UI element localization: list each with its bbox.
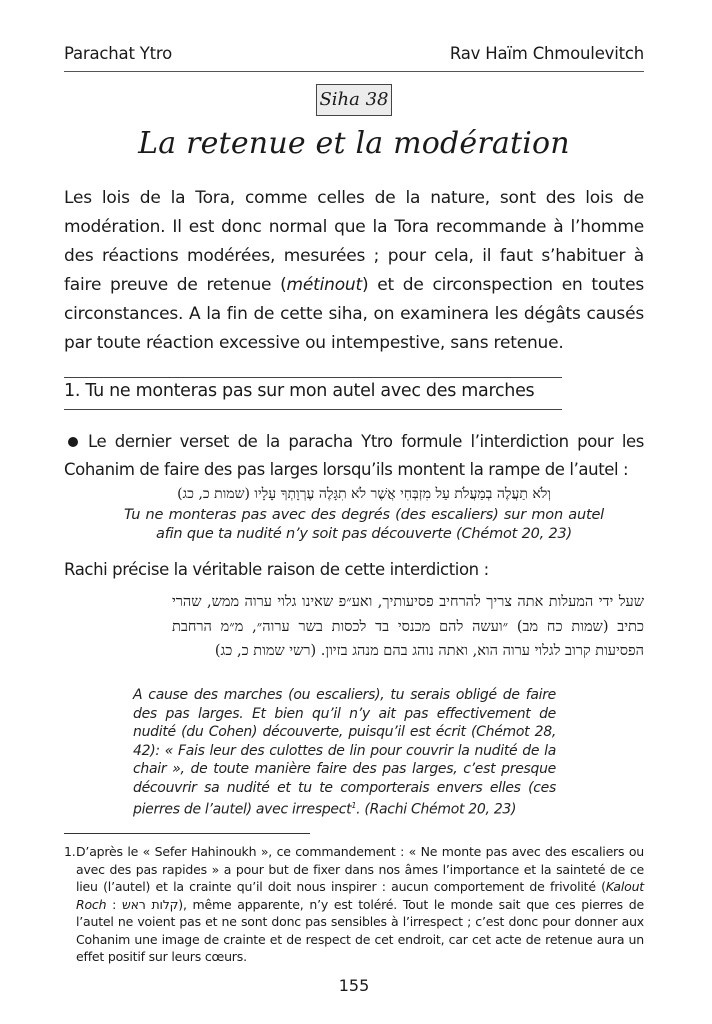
section-rule-top — [64, 377, 562, 378]
header-rule — [64, 71, 644, 72]
intro-paragraph — [64, 184, 644, 358]
running-header — [64, 44, 644, 63]
footnote-italic-term: Kalout Roch — [76, 879, 644, 912]
footnote-reference[interactable]: 1 — [351, 801, 357, 810]
intro-text-1: Les lois de la Tora, comme celles de la nature, sont des lois de modération. Il est donc normal que la Tora recommande à l’homme des réactions modérées, mesurées ; pour cela, il faut s’habituer à faire preuve de retenue ( — [64, 188, 644, 295]
intro-text-2: ) et de circonspection en toutes circonstances. A la fin de cette siha, on examinera les dégâts causés par toute réaction excessive ou intempestive, sans retenue. — [64, 275, 644, 353]
footnote-number: 1. — [64, 844, 76, 859]
bullet-text: Le dernier verset de la paracha Ytro formule l’interdiction pour les Cohanim de faire des pas larges lorsqu’ils montent la rampe de l’autel : — [64, 432, 644, 479]
header-parasha: Parachat Ytro — [64, 44, 173, 63]
intro-italic-term: métinout — [286, 275, 362, 295]
rachi-translation-text: A cause des marches (ou escaliers), tu serais obligé de faire des pas larges. Et bien qu’il n’y ait pas effectivement de nudité (du Cohen) découverte, puisqu’il est écrit (Chémot 28, 42): « Fais leur des culottes de lin pour couvrir la nudité de la chair », de toute manière faire des pas larges, c’est presque découvrir sa nudité et tu te comporterais envers elles (ces pierres de l’autel) avec irrespect — [133, 687, 556, 818]
hebrew-verse: וְלֹא תַעֲלֶה בְמַעֲלֹת עַל מִזְבְּחִי אֲשֶׁר לֹא תִגָּלֶה עֶרְוָתְךָ עָלָיו (שמות כ, כג) — [177, 486, 551, 502]
footnote-text-2: : קלות ראש), même apparente, n’y est toléré. Tout le monde sait que ces pierres de l’autel ne voient pas et ne sont donc pas sensibles à l’irrespect ; c’est donc pour donner aux Cohanim une image de crainte et de respect de cet endroit, car cet acte de retenue aura un effet positif sur leurs cœurs. — [76, 896, 644, 964]
rachi-intro: Rachi précise la véritable raison de cette interdiction : — [64, 560, 489, 579]
footnote-rule — [64, 833, 310, 834]
footnote-text-1: D’après le « Sefer Hahinoukh », ce commandement : « Ne monte pas avec des escaliers ou avec des pas rapides » a pour but de fixer dans nos âmes l’importance et la sainteté de ce lieu (l’autel) et la crainte qu’il doit nous inspirer : aucun comportement de frivolité ( — [76, 844, 644, 894]
header-author: Rav Haïm Chmoulevitch — [449, 44, 644, 63]
page-number: 155 — [338, 976, 370, 995]
siha-label-box — [316, 84, 392, 116]
verse-translation: Tu ne monteras pas avec des degrés (des escaliers) sur mon autel afin que ta nudité n’y soit pas découverte (Chémot 20, 23) — [124, 507, 604, 542]
footnote — [64, 843, 644, 966]
rachi-translation — [133, 686, 556, 819]
section-heading: 1. Tu ne monteras pas sur mon autel avec des marches — [64, 381, 535, 401]
footnote-body — [64, 843, 644, 966]
bullet-paragraph — [64, 428, 644, 484]
chapter-title: La retenue et la modération — [138, 126, 570, 161]
section-rule-bottom — [64, 409, 562, 410]
siha-label: Siha 38 — [319, 89, 389, 110]
bullet-icon — [68, 437, 78, 447]
rachi-hebrew: שעל ידי המעלות אתה צריך להרחיב פסיעותיך, ואע״פ שאינו גלוי ערוה ממש, שהרי כתיב (שמות כח מב) ״ועשה להם מכנסי בד לכסות בשר ערוה״, מ״מ הרחבת הפסיעות קרוב לגלוי ערוה הוא, ואתה נוהג בהם מנהג בזיון. (רשי שמות כ, כג) — [172, 594, 644, 659]
rachi-source: . (Rachi Chémot 20, 23) — [356, 801, 517, 818]
